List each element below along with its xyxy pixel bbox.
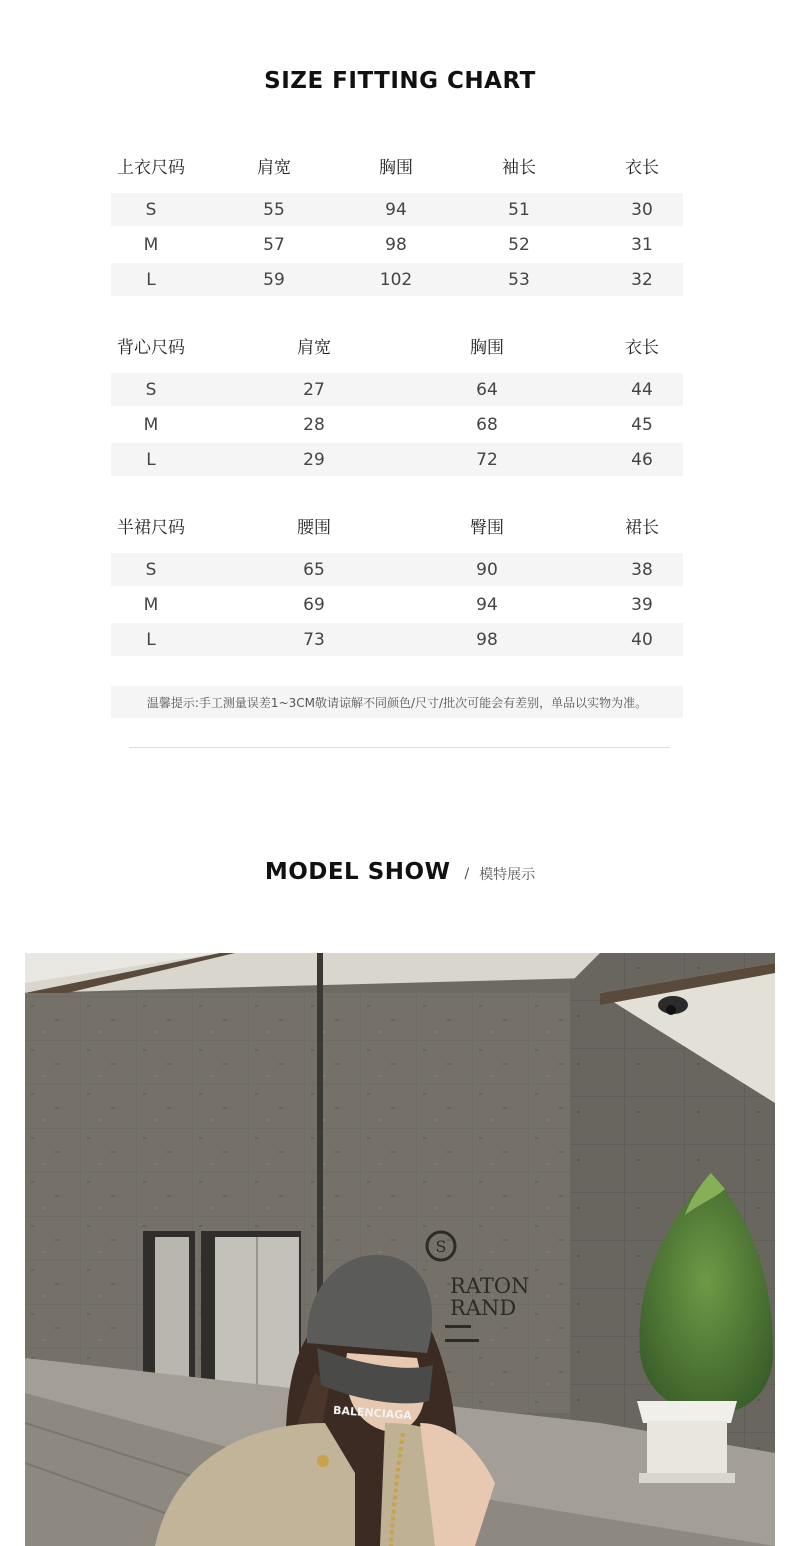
- value-cell: 44: [631, 379, 653, 400]
- model-photo: [25, 953, 775, 1546]
- table-header-row: [111, 328, 683, 362]
- value-cell: 69: [303, 594, 325, 615]
- size-cell: L: [146, 629, 156, 650]
- size-cell: L: [146, 449, 156, 470]
- value-cell: 98: [476, 629, 498, 650]
- value-cell: 29: [303, 449, 325, 470]
- header-cell: 胸围: [379, 157, 413, 178]
- value-cell: 59: [263, 269, 285, 290]
- table-row: [111, 373, 683, 406]
- model-show-subtitle: 模特展示: [479, 867, 536, 883]
- value-cell: 55: [263, 199, 285, 220]
- header-cell: 衣长: [625, 337, 659, 358]
- table-row: [111, 228, 683, 261]
- header-cell: 衣长: [625, 157, 659, 178]
- table-header-row: [111, 148, 683, 182]
- value-cell: 72: [476, 449, 498, 470]
- table-row: [111, 193, 683, 226]
- header-cell: 肩宽: [257, 157, 291, 178]
- value-cell: 94: [476, 594, 498, 615]
- table-row: [111, 623, 683, 656]
- table-row: [111, 263, 683, 296]
- value-cell: 57: [263, 234, 285, 255]
- value-cell: 65: [303, 559, 325, 580]
- size-cell: S: [145, 199, 157, 220]
- value-cell: 28: [303, 414, 325, 435]
- value-cell: 38: [631, 559, 653, 580]
- value-cell: 53: [508, 269, 530, 290]
- header-cell: 臀围: [470, 517, 504, 538]
- size-cell: S: [145, 559, 157, 580]
- value-cell: 98: [385, 234, 407, 255]
- size-cell: S: [145, 379, 157, 400]
- size-chart-title: SIZE FITTING CHART: [264, 68, 536, 94]
- table-header-row: [111, 508, 683, 542]
- svg-text:S: S: [435, 1237, 447, 1256]
- value-cell: 39: [631, 594, 653, 615]
- table-row: [111, 408, 683, 441]
- table-row: [111, 443, 683, 476]
- size-cell: L: [146, 269, 156, 290]
- value-cell: 51: [508, 199, 530, 220]
- table-row: [111, 588, 683, 621]
- model-show-title: MODEL SHOW: [264, 859, 451, 885]
- value-cell: 64: [476, 379, 498, 400]
- value-cell: 90: [476, 559, 498, 580]
- header-cell: 背心尺码: [117, 337, 185, 358]
- value-cell: 31: [631, 234, 653, 255]
- value-cell: 32: [631, 269, 653, 290]
- header-cell: 胸围: [470, 337, 504, 358]
- value-cell: 68: [476, 414, 498, 435]
- header-cell: 肩宽: [297, 337, 331, 358]
- table-row: [111, 553, 683, 586]
- wall-sign-line1: RATON: [450, 1274, 530, 1298]
- value-cell: 45: [631, 414, 653, 435]
- header-cell: 腰围: [297, 517, 331, 538]
- value-cell: 52: [508, 234, 530, 255]
- value-cell: 46: [631, 449, 653, 470]
- size-cell: M: [143, 234, 159, 255]
- measurement-notice: 温馨提示:手工测量误差1~3CM敬请谅解不同颜色/尺寸/批次可能会有差别，单品以实物为准。: [111, 686, 683, 718]
- wall-sign-line2: RAND: [450, 1296, 517, 1320]
- value-cell: 27: [303, 379, 325, 400]
- header-cell: 裙长: [625, 517, 659, 538]
- cap-logo-text: BALENCIAGA: [332, 1403, 413, 1423]
- value-cell: 30: [631, 199, 653, 220]
- header-cell: 袖长: [502, 157, 536, 178]
- size-cell: M: [143, 414, 159, 435]
- value-cell: 73: [303, 629, 325, 650]
- title-separator: /: [464, 866, 470, 882]
- header-cell: 半裙尺码: [117, 517, 185, 538]
- value-cell: 94: [385, 199, 407, 220]
- section-divider: [129, 747, 670, 748]
- value-cell: 40: [631, 629, 653, 650]
- size-cell: M: [143, 594, 159, 615]
- header-cell: 上衣尺码: [117, 157, 185, 178]
- value-cell: 102: [379, 269, 413, 290]
- model-show-header: [0, 854, 800, 890]
